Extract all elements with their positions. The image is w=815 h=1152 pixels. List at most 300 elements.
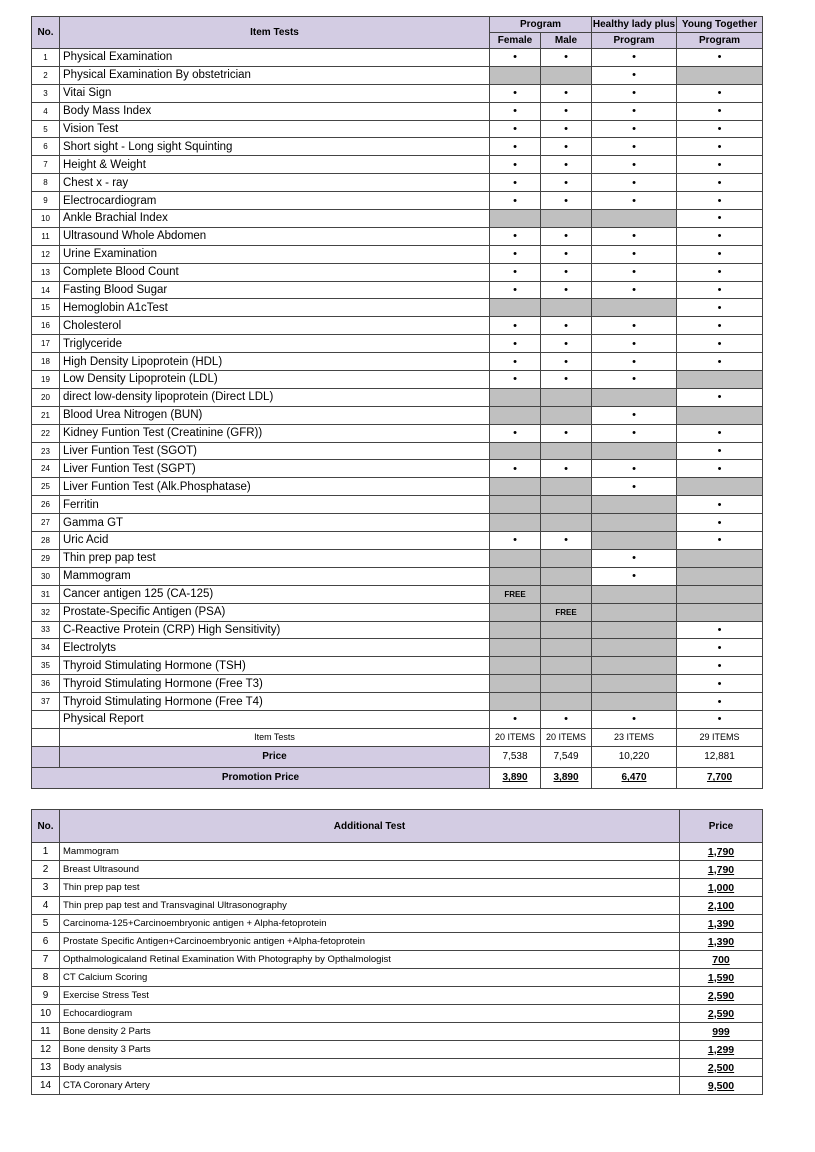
price-healthy-lady: 10,220 xyxy=(592,746,677,767)
additional-test-name: Bone density 3 Parts xyxy=(60,1041,680,1059)
not-included-cell-female xyxy=(490,657,541,675)
test-name: Prostate-Specific Antigen (PSA) xyxy=(60,603,490,621)
test-name: Liver Funtion Test (Alk.Phosphatase) xyxy=(60,478,490,496)
included-mark-healthy-lady: • xyxy=(592,192,677,210)
additional-test-price: 1,299 xyxy=(680,1041,763,1059)
not-included-cell-young-together xyxy=(677,371,763,389)
price-label: Price xyxy=(60,746,490,767)
main-table-body xyxy=(32,49,763,729)
included-mark-female: • xyxy=(490,120,541,138)
included-mark-healthy-lady: • xyxy=(592,406,677,424)
not-included-cell-male xyxy=(541,585,592,603)
not-included-cell-male xyxy=(541,210,592,228)
included-mark-young-together: • xyxy=(677,388,763,406)
test-row xyxy=(32,567,763,585)
included-mark-young-together: • xyxy=(677,299,763,317)
included-mark-young-together: • xyxy=(677,424,763,442)
included-mark-female: • xyxy=(490,371,541,389)
additional-row-number: 14 xyxy=(32,1077,60,1095)
not-included-cell-female xyxy=(490,603,541,621)
included-mark-healthy-lady: • xyxy=(592,549,677,567)
not-included-cell-young-together xyxy=(677,567,763,585)
included-mark-female: • xyxy=(490,263,541,281)
included-mark-healthy-lady: • xyxy=(592,567,677,585)
additional-table-body xyxy=(32,843,763,1095)
included-mark-male: • xyxy=(541,263,592,281)
included-mark-young-together: • xyxy=(677,317,763,335)
row-number: 8 xyxy=(32,174,60,192)
test-name: direct low-density lipoprotein (Direct LDL) xyxy=(60,388,490,406)
included-mark-female: • xyxy=(490,192,541,210)
not-included-cell-healthy-lady xyxy=(592,299,677,317)
test-name: Fasting Blood Sugar xyxy=(60,281,490,299)
test-name: Kidney Funtion Test (Creatinine (GFR)) xyxy=(60,424,490,442)
included-mark-young-together: • xyxy=(677,710,763,728)
test-row xyxy=(32,156,763,174)
promotion-price-healthy-lady: 6,470 xyxy=(592,767,677,788)
test-name: Short sight - Long sight Squinting xyxy=(60,138,490,156)
included-mark-healthy-lady: • xyxy=(592,263,677,281)
included-mark-male: • xyxy=(541,371,592,389)
included-mark-young-together: • xyxy=(677,532,763,550)
test-name: Urine Examination xyxy=(60,245,490,263)
not-included-cell-female xyxy=(490,639,541,657)
test-row xyxy=(32,639,763,657)
row-number: 24 xyxy=(32,460,60,478)
test-row xyxy=(32,514,763,532)
included-mark-male: • xyxy=(541,120,592,138)
not-included-cell-female xyxy=(490,693,541,711)
included-mark-healthy-lady: • xyxy=(592,353,677,371)
test-name: Vision Test xyxy=(60,120,490,138)
included-mark-young-together: • xyxy=(677,210,763,228)
test-row xyxy=(32,693,763,711)
included-mark-male: • xyxy=(541,281,592,299)
test-name: Electrocardiogram xyxy=(60,192,490,210)
additional-test-row xyxy=(32,879,763,897)
additional-test-name: Echocardiogram xyxy=(60,1005,680,1023)
row-number: 37 xyxy=(32,693,60,711)
not-included-cell-male xyxy=(541,514,592,532)
included-mark-female: • xyxy=(490,84,541,102)
not-included-cell-healthy-lady xyxy=(592,388,677,406)
test-name: Triglyceride xyxy=(60,335,490,353)
included-mark-healthy-lady: • xyxy=(592,478,677,496)
not-included-cell-female xyxy=(490,299,541,317)
test-row xyxy=(32,102,763,120)
header-program: Program xyxy=(490,17,592,33)
row-number: 28 xyxy=(32,532,60,550)
not-included-cell-female xyxy=(490,442,541,460)
row-number xyxy=(32,710,60,728)
not-included-cell-male xyxy=(541,657,592,675)
additional-row-number: 3 xyxy=(32,879,60,897)
not-included-cell-healthy-lady xyxy=(592,639,677,657)
test-name: Chest x - ray xyxy=(60,174,490,192)
included-mark-female: • xyxy=(490,245,541,263)
not-included-cell-healthy-lady xyxy=(592,210,677,228)
additional-test-price: 700 xyxy=(680,951,763,969)
test-name: Ankle Brachial Index xyxy=(60,210,490,228)
not-included-cell-young-together xyxy=(677,549,763,567)
promotion-price-label: Promotion Price xyxy=(32,767,490,788)
additional-row-number: 1 xyxy=(32,843,60,861)
not-included-cell-female xyxy=(490,621,541,639)
included-mark-male: • xyxy=(541,138,592,156)
included-mark-young-together: • xyxy=(677,693,763,711)
not-included-cell-healthy-lady xyxy=(592,585,677,603)
additional-row-number: 6 xyxy=(32,933,60,951)
additional-test-name: CTA Coronary Artery xyxy=(60,1077,680,1095)
test-row xyxy=(32,710,763,728)
test-name: Physical Examination xyxy=(60,49,490,67)
row-number: 4 xyxy=(32,102,60,120)
test-row xyxy=(32,585,763,603)
included-mark-healthy-lady: • xyxy=(592,281,677,299)
included-mark-young-together: • xyxy=(677,227,763,245)
row-number: 17 xyxy=(32,335,60,353)
included-mark-female: • xyxy=(490,156,541,174)
item-count-healthy-lady: 23 ITEMS xyxy=(592,728,677,746)
not-included-cell-female xyxy=(490,406,541,424)
included-mark-young-together: • xyxy=(677,621,763,639)
included-mark-young-together: • xyxy=(677,263,763,281)
row-number: 13 xyxy=(32,263,60,281)
row-number: 35 xyxy=(32,657,60,675)
test-name: Thin prep pap test xyxy=(60,549,490,567)
additional-test-price: 2,500 xyxy=(680,1059,763,1077)
included-mark-female: • xyxy=(490,102,541,120)
row-number: 15 xyxy=(32,299,60,317)
row-number: 14 xyxy=(32,281,60,299)
test-name: Height & Weight xyxy=(60,156,490,174)
test-row xyxy=(32,424,763,442)
included-mark-female: • xyxy=(490,335,541,353)
free-label-male: FREE xyxy=(541,603,592,621)
row-number: 19 xyxy=(32,371,60,389)
row-number: 9 xyxy=(32,192,60,210)
test-row xyxy=(32,478,763,496)
included-mark-female: • xyxy=(490,227,541,245)
test-row xyxy=(32,353,763,371)
header-no: No. xyxy=(32,17,60,49)
additional-test-row xyxy=(32,1077,763,1095)
not-included-cell-female xyxy=(490,496,541,514)
not-included-cell-healthy-lady xyxy=(592,496,677,514)
row-number: 21 xyxy=(32,406,60,424)
test-row xyxy=(32,317,763,335)
included-mark-healthy-lady: • xyxy=(592,245,677,263)
additional-test-name: Thin prep pap test and Transvaginal Ultrasonography xyxy=(60,897,680,915)
test-name: C-Reactive Protein (CRP) High Sensitivity) xyxy=(60,621,490,639)
test-name: Low Density Lipoprotein (LDL) xyxy=(60,371,490,389)
included-mark-female: • xyxy=(490,138,541,156)
additional-row-number: 10 xyxy=(32,1005,60,1023)
additional-row-number: 12 xyxy=(32,1041,60,1059)
test-name: Liver Funtion Test (SGPT) xyxy=(60,460,490,478)
not-included-cell-healthy-lady xyxy=(592,442,677,460)
additional-test-price: 1,390 xyxy=(680,915,763,933)
included-mark-healthy-lady: • xyxy=(592,120,677,138)
price-no xyxy=(32,746,60,767)
included-mark-male: • xyxy=(541,353,592,371)
additional-test-row xyxy=(32,897,763,915)
test-row xyxy=(32,66,763,84)
row-number: 20 xyxy=(32,388,60,406)
additional-test-row xyxy=(32,969,763,987)
included-mark-male: • xyxy=(541,192,592,210)
included-mark-male: • xyxy=(541,317,592,335)
additional-header-no: No. xyxy=(32,810,60,843)
test-name: Thyroid Stimulating Hormone (Free T4) xyxy=(60,693,490,711)
included-mark-male: • xyxy=(541,156,592,174)
included-mark-healthy-lady: • xyxy=(592,460,677,478)
included-mark-male: • xyxy=(541,227,592,245)
test-name: Mammogram xyxy=(60,567,490,585)
included-mark-young-together: • xyxy=(677,102,763,120)
header-male: Male xyxy=(541,33,592,49)
additional-test-name: Exercise Stress Test xyxy=(60,987,680,1005)
row-number: 18 xyxy=(32,353,60,371)
included-mark-female: • xyxy=(490,49,541,67)
additional-test-row xyxy=(32,1023,763,1041)
test-row xyxy=(32,192,763,210)
test-name: High Density Lipoprotein (HDL) xyxy=(60,353,490,371)
item-count-male: 20 ITEMS xyxy=(541,728,592,746)
not-included-cell-male xyxy=(541,299,592,317)
row-number: 34 xyxy=(32,639,60,657)
test-name: Vitai Sign xyxy=(60,84,490,102)
not-included-cell-young-together xyxy=(677,603,763,621)
item-count-row xyxy=(32,728,763,746)
included-mark-young-together: • xyxy=(677,192,763,210)
additional-test-name: Thin prep pap test xyxy=(60,879,680,897)
row-number: 6 xyxy=(32,138,60,156)
row-number: 10 xyxy=(32,210,60,228)
additional-test-name: Prostate Specific Antigen+Carcinoembryonic antigen +Alpha-fetoprotein xyxy=(60,933,680,951)
included-mark-young-together: • xyxy=(677,496,763,514)
additional-row-number: 8 xyxy=(32,969,60,987)
test-row xyxy=(32,138,763,156)
test-row xyxy=(32,299,763,317)
included-mark-male: • xyxy=(541,532,592,550)
row-number: 32 xyxy=(32,603,60,621)
included-mark-healthy-lady: • xyxy=(592,49,677,67)
not-included-cell-healthy-lady xyxy=(592,603,677,621)
promotion-price-female: 3,890 xyxy=(490,767,541,788)
additional-row-number: 4 xyxy=(32,897,60,915)
row-number: 11 xyxy=(32,227,60,245)
additional-test-price: 1,590 xyxy=(680,969,763,987)
test-row xyxy=(32,388,763,406)
included-mark-young-together: • xyxy=(677,138,763,156)
additional-test-row xyxy=(32,843,763,861)
program-comparison-table xyxy=(31,16,763,789)
test-name: Gamma GT xyxy=(60,514,490,532)
test-row xyxy=(32,496,763,514)
not-included-cell-male xyxy=(541,621,592,639)
additional-test-row xyxy=(32,1005,763,1023)
test-name: Physical Examination By obstetrician xyxy=(60,66,490,84)
test-name: Cholesterol xyxy=(60,317,490,335)
row-number: 2 xyxy=(32,66,60,84)
not-included-cell-male xyxy=(541,478,592,496)
test-row xyxy=(32,335,763,353)
additional-test-name: Bone density 2 Parts xyxy=(60,1023,680,1041)
additional-test-row xyxy=(32,1041,763,1059)
not-included-cell-female xyxy=(490,514,541,532)
additional-test-name: CT Calcium Scoring xyxy=(60,969,680,987)
additional-row-number: 5 xyxy=(32,915,60,933)
test-row xyxy=(32,603,763,621)
included-mark-healthy-lady: • xyxy=(592,156,677,174)
included-mark-young-together: • xyxy=(677,353,763,371)
test-name: Ultrasound Whole Abdomen xyxy=(60,227,490,245)
price-male: 7,549 xyxy=(541,746,592,767)
included-mark-young-together: • xyxy=(677,514,763,532)
not-included-cell-healthy-lady xyxy=(592,657,677,675)
test-name: Electrolyts xyxy=(60,639,490,657)
included-mark-young-together: • xyxy=(677,174,763,192)
included-mark-healthy-lady: • xyxy=(592,710,677,728)
test-row xyxy=(32,675,763,693)
test-row xyxy=(32,532,763,550)
included-mark-young-together: • xyxy=(677,49,763,67)
test-row xyxy=(32,174,763,192)
row-number: 16 xyxy=(32,317,60,335)
not-included-cell-young-together xyxy=(677,585,763,603)
additional-test-name: Carcinoma-125+Carcinoembryonic antigen + Alpha-fetoprotein xyxy=(60,915,680,933)
test-name: Cancer antigen 125 (CA-125) xyxy=(60,585,490,603)
not-included-cell-healthy-lady xyxy=(592,693,677,711)
header-healthy-lady-line2: Program xyxy=(592,33,677,49)
included-mark-male: • xyxy=(541,245,592,263)
not-included-cell-male xyxy=(541,567,592,585)
header-item-tests: Item Tests xyxy=(60,17,490,49)
row-number: 26 xyxy=(32,496,60,514)
additional-row-number: 7 xyxy=(32,951,60,969)
row-number: 7 xyxy=(32,156,60,174)
item-count-no xyxy=(32,728,60,746)
additional-test-row xyxy=(32,951,763,969)
test-row xyxy=(32,120,763,138)
additional-test-row xyxy=(32,1059,763,1077)
additional-row-number: 11 xyxy=(32,1023,60,1041)
additional-row-number: 2 xyxy=(32,861,60,879)
additional-test-row xyxy=(32,915,763,933)
included-mark-female: • xyxy=(490,460,541,478)
included-mark-male: • xyxy=(541,460,592,478)
not-included-cell-male xyxy=(541,675,592,693)
row-number: 36 xyxy=(32,675,60,693)
not-included-cell-male xyxy=(541,693,592,711)
additional-test-price: 2,100 xyxy=(680,897,763,915)
additional-test-price: 1,790 xyxy=(680,861,763,879)
additional-test-row xyxy=(32,987,763,1005)
additional-test-price: 2,590 xyxy=(680,1005,763,1023)
not-included-cell-female xyxy=(490,388,541,406)
additional-test-price: 2,590 xyxy=(680,987,763,1005)
test-row xyxy=(32,84,763,102)
included-mark-young-together: • xyxy=(677,84,763,102)
not-included-cell-male xyxy=(541,549,592,567)
header-female: Female xyxy=(490,33,541,49)
not-included-cell-male xyxy=(541,388,592,406)
included-mark-male: • xyxy=(541,424,592,442)
test-name: Physical Report xyxy=(60,710,490,728)
included-mark-male: • xyxy=(541,710,592,728)
included-mark-healthy-lady: • xyxy=(592,371,677,389)
included-mark-male: • xyxy=(541,102,592,120)
price-row xyxy=(32,746,763,767)
row-number: 31 xyxy=(32,585,60,603)
row-number: 30 xyxy=(32,567,60,585)
row-number: 27 xyxy=(32,514,60,532)
included-mark-female: • xyxy=(490,317,541,335)
row-number: 29 xyxy=(32,549,60,567)
included-mark-female: • xyxy=(490,281,541,299)
promotion-price-young-together: 7,700 xyxy=(677,767,763,788)
test-name: Uric Acid xyxy=(60,532,490,550)
test-name: Complete Blood Count xyxy=(60,263,490,281)
test-row xyxy=(32,210,763,228)
test-row xyxy=(32,442,763,460)
test-name: Liver Funtion Test (SGOT) xyxy=(60,442,490,460)
additional-test-price: 1,390 xyxy=(680,933,763,951)
additional-test-name: Mammogram xyxy=(60,843,680,861)
included-mark-young-together: • xyxy=(677,675,763,693)
test-name: Body Mass Index xyxy=(60,102,490,120)
included-mark-healthy-lady: • xyxy=(592,317,677,335)
test-row xyxy=(32,245,763,263)
not-included-cell-female xyxy=(490,675,541,693)
included-mark-male: • xyxy=(541,49,592,67)
test-row xyxy=(32,263,763,281)
additional-test-price: 999 xyxy=(680,1023,763,1041)
included-mark-healthy-lady: • xyxy=(592,102,677,120)
not-included-cell-female xyxy=(490,549,541,567)
included-mark-female: • xyxy=(490,174,541,192)
not-included-cell-healthy-lady xyxy=(592,621,677,639)
included-mark-female: • xyxy=(490,710,541,728)
included-mark-male: • xyxy=(541,84,592,102)
additional-row-number: 13 xyxy=(32,1059,60,1077)
row-number: 22 xyxy=(32,424,60,442)
included-mark-healthy-lady: • xyxy=(592,84,677,102)
additional-test-name: Opthalmologicaland Retinal Examination With Photography by Opthalmologist xyxy=(60,951,680,969)
included-mark-young-together: • xyxy=(677,639,763,657)
included-mark-young-together: • xyxy=(677,335,763,353)
test-row xyxy=(32,621,763,639)
additional-tests-table xyxy=(31,809,763,1095)
not-included-cell-female xyxy=(490,567,541,585)
test-name: Hemoglobin A1cTest xyxy=(60,299,490,317)
not-included-cell-male xyxy=(541,406,592,424)
not-included-cell-male xyxy=(541,639,592,657)
test-row xyxy=(32,406,763,424)
additional-header-price: Price xyxy=(680,810,763,843)
included-mark-young-together: • xyxy=(677,442,763,460)
test-row xyxy=(32,460,763,478)
test-row xyxy=(32,49,763,67)
not-included-cell-healthy-lady xyxy=(592,532,677,550)
row-number: 12 xyxy=(32,245,60,263)
included-mark-healthy-lady: • xyxy=(592,424,677,442)
not-included-cell-male xyxy=(541,496,592,514)
additional-test-price: 1,000 xyxy=(680,879,763,897)
not-included-cell-young-together xyxy=(677,66,763,84)
row-number: 5 xyxy=(32,120,60,138)
